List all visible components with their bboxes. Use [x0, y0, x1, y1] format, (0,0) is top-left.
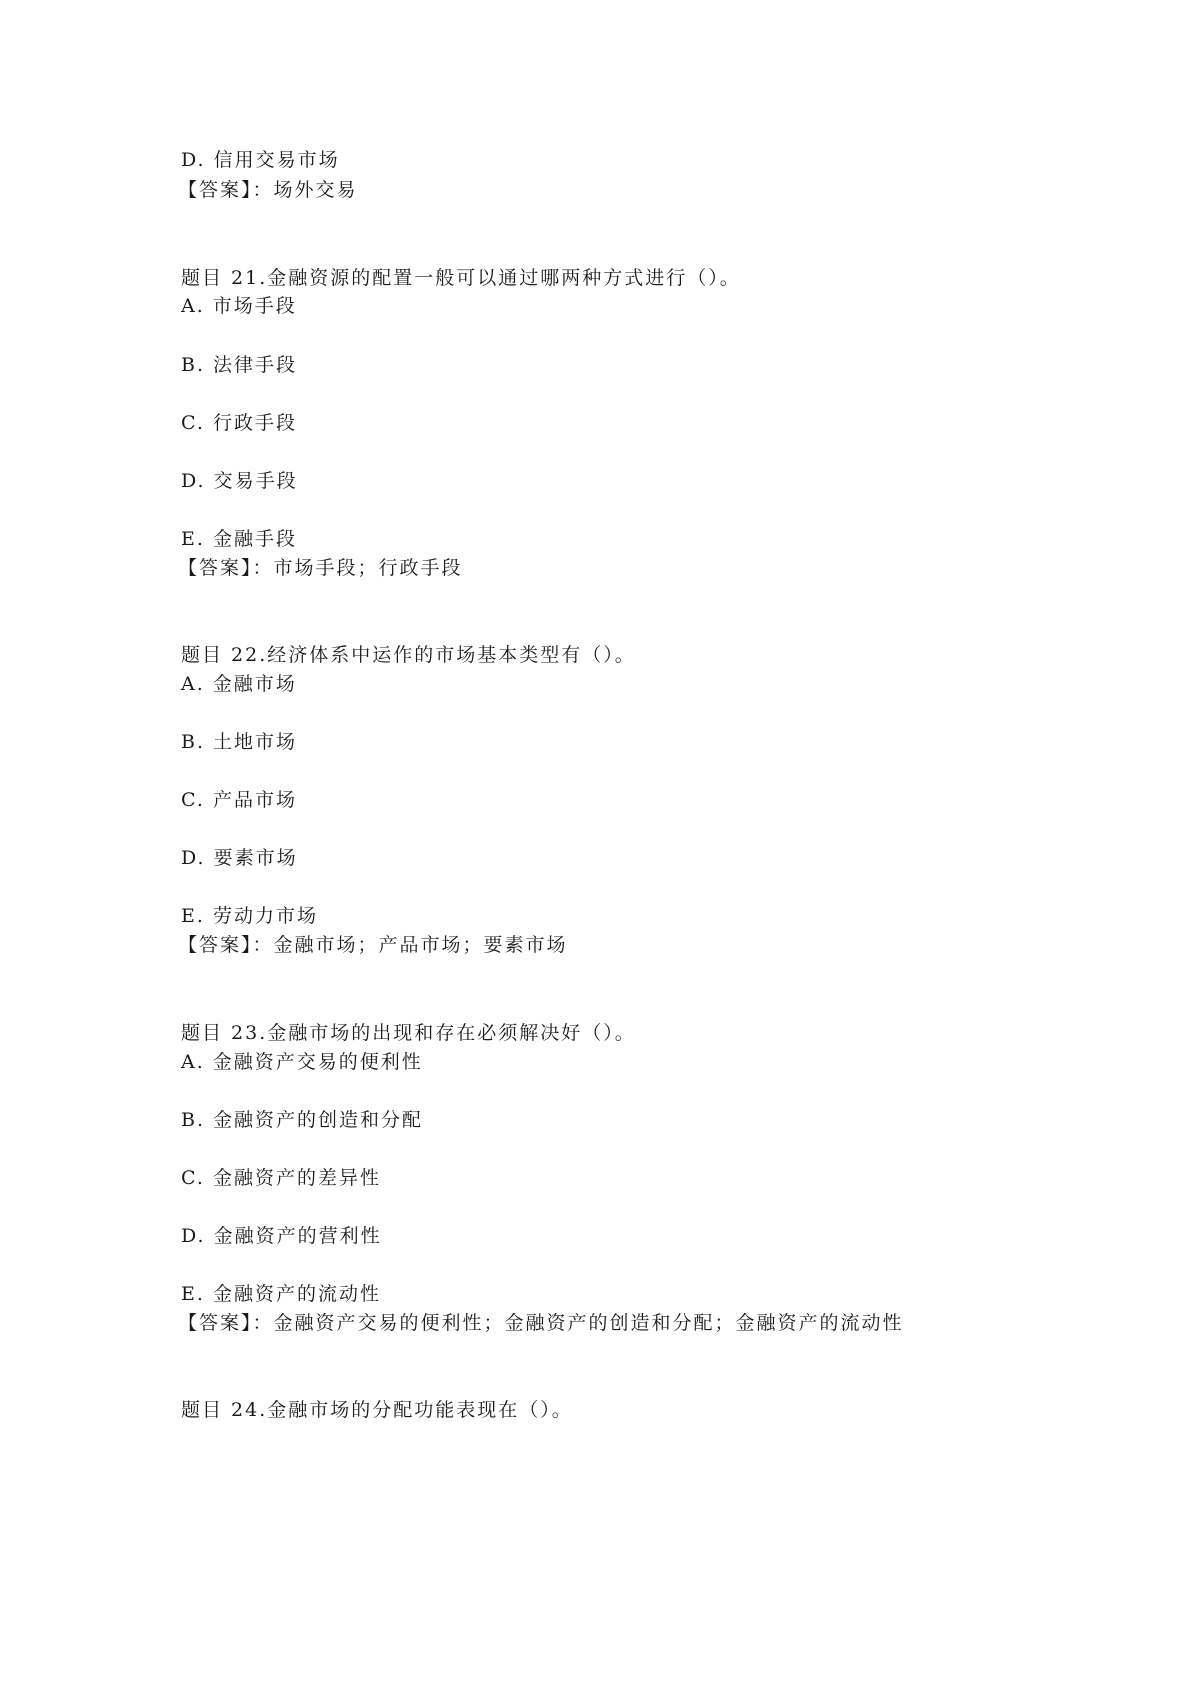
q21-option-b: B. 法律手段	[181, 354, 298, 376]
q21-option-c: C. 行政手段	[181, 412, 297, 434]
q22-option-e: E. 劳动力市场	[181, 905, 318, 927]
q23-answer: 【答案】：金融资产交易的便利性；金融资产的创造和分配；金融资产的流动性	[178, 1312, 904, 1334]
q21-option-a: A. 市场手段	[181, 295, 297, 317]
q22-option-d: D. 要素市场	[181, 847, 298, 869]
q24-stem: 题目 24.金融市场的分配功能表现在（）。	[181, 1399, 573, 1421]
q22-option-b: B. 土地市场	[181, 731, 298, 753]
q21-stem: 题目 21.金融资源的配置一般可以通过哪两种方式进行（）。	[181, 267, 741, 289]
q23-stem: 题目 23.金融市场的出现和存在必须解决好（）。	[181, 1022, 636, 1044]
q22-answer: 【答案】：金融市场；产品市场；要素市场	[178, 934, 568, 956]
q21-answer: 【答案】：市场手段；行政手段	[178, 557, 463, 579]
q22-option-c: C. 产品市场	[181, 789, 297, 811]
q21-option-d: D. 交易手段	[181, 470, 298, 492]
q20-option-d: D. 信用交易市场	[181, 149, 340, 171]
q22-option-a: A. 金融市场	[181, 673, 297, 695]
q23-option-e: E. 金融资产的流动性	[181, 1283, 381, 1305]
q23-option-a: A. 金融资产交易的便利性	[181, 1051, 423, 1073]
q23-option-b: B. 金融资产的创造和分配	[181, 1109, 424, 1131]
q21-option-e: E. 金融手段	[181, 528, 297, 550]
q20-answer: 【答案】：场外交易	[178, 179, 358, 201]
q23-option-c: C. 金融资产的差异性	[181, 1167, 381, 1189]
q22-stem: 题目 22.经济体系中运作的市场基本类型有（）。	[181, 644, 636, 666]
q23-option-d: D. 金融资产的营利性	[181, 1225, 382, 1247]
